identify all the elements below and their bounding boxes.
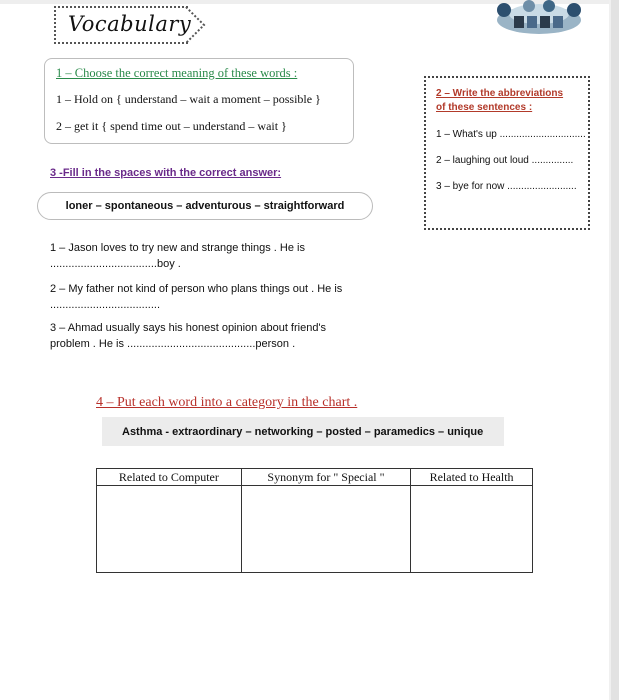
section-2-heading-line-2: of these sentences : — [436, 102, 533, 113]
section-1-item-1: 1 – Hold on { understand – wait a moment – possible } — [56, 92, 321, 106]
category-chart — [96, 468, 533, 573]
column-special: Synonym for " Special " — [241, 469, 410, 486]
abbreviation-item-1: 1 – What's up ............................... — [436, 129, 586, 140]
column-health: Related to Health — [411, 469, 533, 486]
word-bank-3: loner – spontaneous – adventurous – straightforward — [37, 192, 373, 220]
section-3-heading: 3 -Fill in the spaces with the correct answer: — [50, 167, 282, 179]
section-1-heading: 1 – Choose the correct meaning of these words : — [56, 66, 298, 80]
question-3-line-1: 3 – Ahmad usually says his honest opinion about friend's — [50, 322, 327, 334]
question-1-line-2: ...................................boy . — [50, 258, 181, 270]
abbreviation-item-3: 3 – bye for now ......................... — [436, 181, 577, 192]
page-title: Vocabulary — [68, 12, 192, 36]
section-4-heading: 4 – Put each word into a category in the chart . — [96, 395, 358, 410]
page-edge-shadow — [611, 0, 619, 700]
question-1-line-1: 1 – Jason loves to try new and strange things . He is — [50, 242, 305, 254]
question-2-line-1: 2 – My father not kind of person who plans things out . He is — [50, 283, 343, 295]
chart-header-row — [97, 469, 533, 486]
word-bank-4: Asthma - extraordinary – networking – posted – paramedics – unique — [102, 417, 504, 446]
column-computer: Related to Computer — [97, 469, 242, 486]
chart-answer-row — [97, 486, 533, 573]
page-edge-shadow-inner — [609, 0, 611, 700]
title-banner — [54, 6, 204, 46]
question-3-line-2: problem . He is ..........................................person . — [50, 338, 296, 350]
section-2-heading-line-1: 2 – Write the abbreviations — [436, 88, 564, 99]
answer-cell-health[interactable] — [411, 486, 533, 573]
abbreviation-item-2: 2 – laughing out loud ............... — [436, 155, 574, 166]
answer-cell-computer[interactable] — [97, 486, 242, 573]
people-globe-icon — [484, 0, 594, 40]
question-2-line-2: .................................... — [50, 299, 161, 311]
answer-cell-special[interactable] — [241, 486, 410, 573]
section-1-item-2: 2 – get it { spend time out – understand – wait } — [56, 119, 287, 133]
